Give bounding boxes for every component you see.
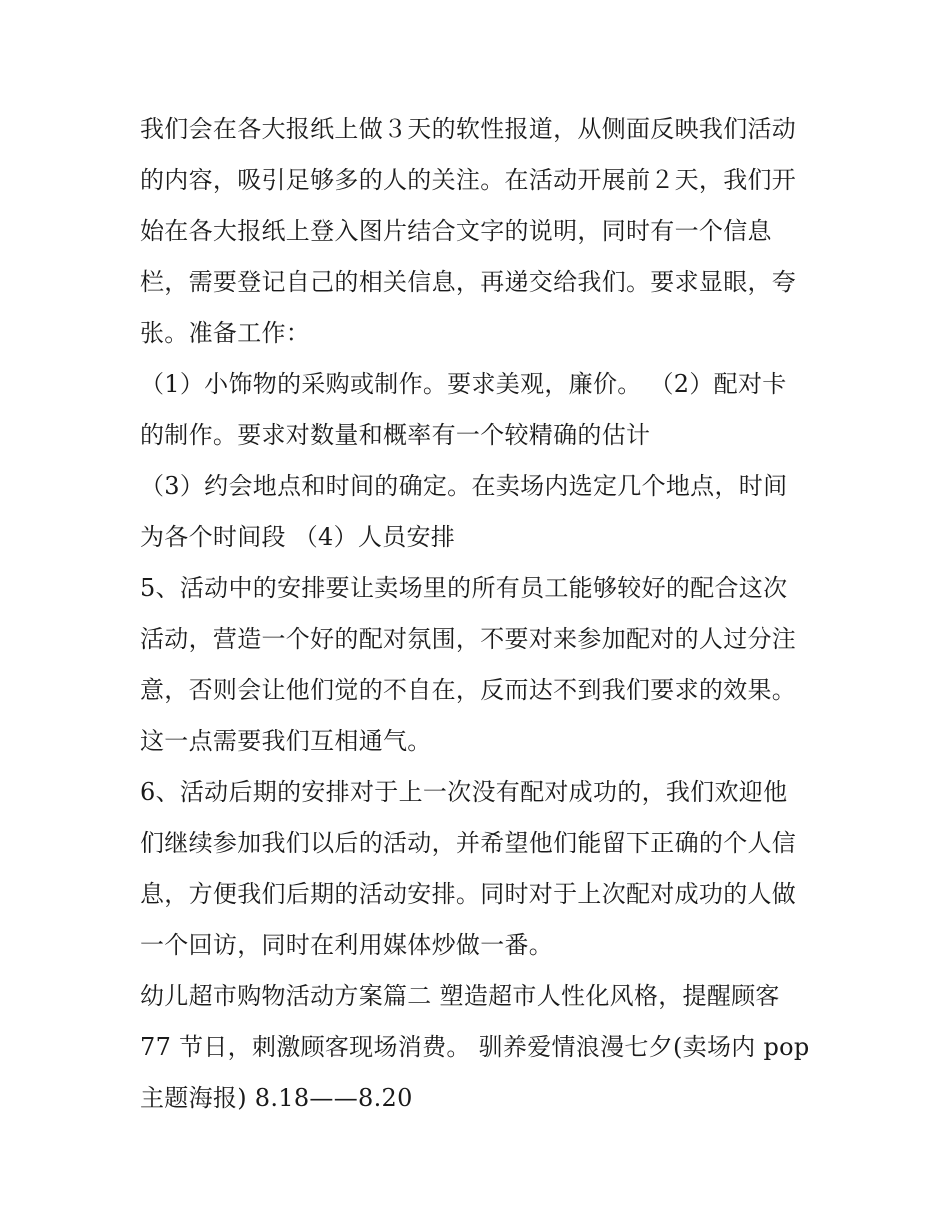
text-line: 的制作。要求对数量和概率有一个较精确的估计 xyxy=(140,421,651,449)
text-line: 这一点需要我们互相通气。 xyxy=(140,727,432,755)
text-line: 张。准备工作： xyxy=(140,319,311,347)
text-line: 栏，需要登记自己的相关信息，再递交给我们。要求显眼，夸 xyxy=(140,268,797,296)
text-line: 活动，营造一个好的配对氛围，不要对来参加配对的人过分注 xyxy=(140,625,797,653)
text-line: （1）小饰物的采购或制作。要求美观，廉价。 （2）配对卡 xyxy=(140,370,787,398)
text-line: 主题海报) 8.18——8.20 xyxy=(140,1084,413,1112)
text-line: 的内容，吸引足够多的人的关注。在活动开展前２天，我们开 xyxy=(140,166,797,194)
text-line: 始在各大报纸上登入图片结合文字的说明，同时有一个信息 xyxy=(140,217,772,245)
text-line: 幼儿超市购物活动方案篇二 塑造超市人性化风格，提醒顾客 xyxy=(140,982,780,1010)
text-line: 6、活动后期的安排对于上一次没有配对成功的，我们欢迎他 xyxy=(140,778,788,806)
text-line: 5、活动中的安排要让卖场里的所有员工能够较好的配合这次 xyxy=(140,574,788,602)
text-line: 一个回访，同时在利用媒体炒做一番。 xyxy=(140,931,554,959)
text-line: 77 节日，刺激顾客现场消费。 驯养爱情浪漫七夕(卖场内 pop xyxy=(140,1033,810,1061)
text-line: 息，方便我们后期的活动安排。同时对于上次配对成功的人做 xyxy=(140,880,797,908)
text-line: （3）约会地点和时间的确定。在卖场内选定几个地点，时间 xyxy=(140,472,788,500)
text-line: 为各个时间段 （4）人员安排 xyxy=(140,523,456,551)
text-line: 意，否则会让他们觉的不自在，反而达不到我们要求的效果。 xyxy=(140,676,797,704)
text-line: 们继续参加我们以后的活动，并希望他们能留下正确的个人信 xyxy=(140,829,797,857)
document-body xyxy=(140,104,820,1124)
text-line: 我们会在各大报纸上做３天的软性报道，从侧面反映我们活动 xyxy=(140,115,797,143)
